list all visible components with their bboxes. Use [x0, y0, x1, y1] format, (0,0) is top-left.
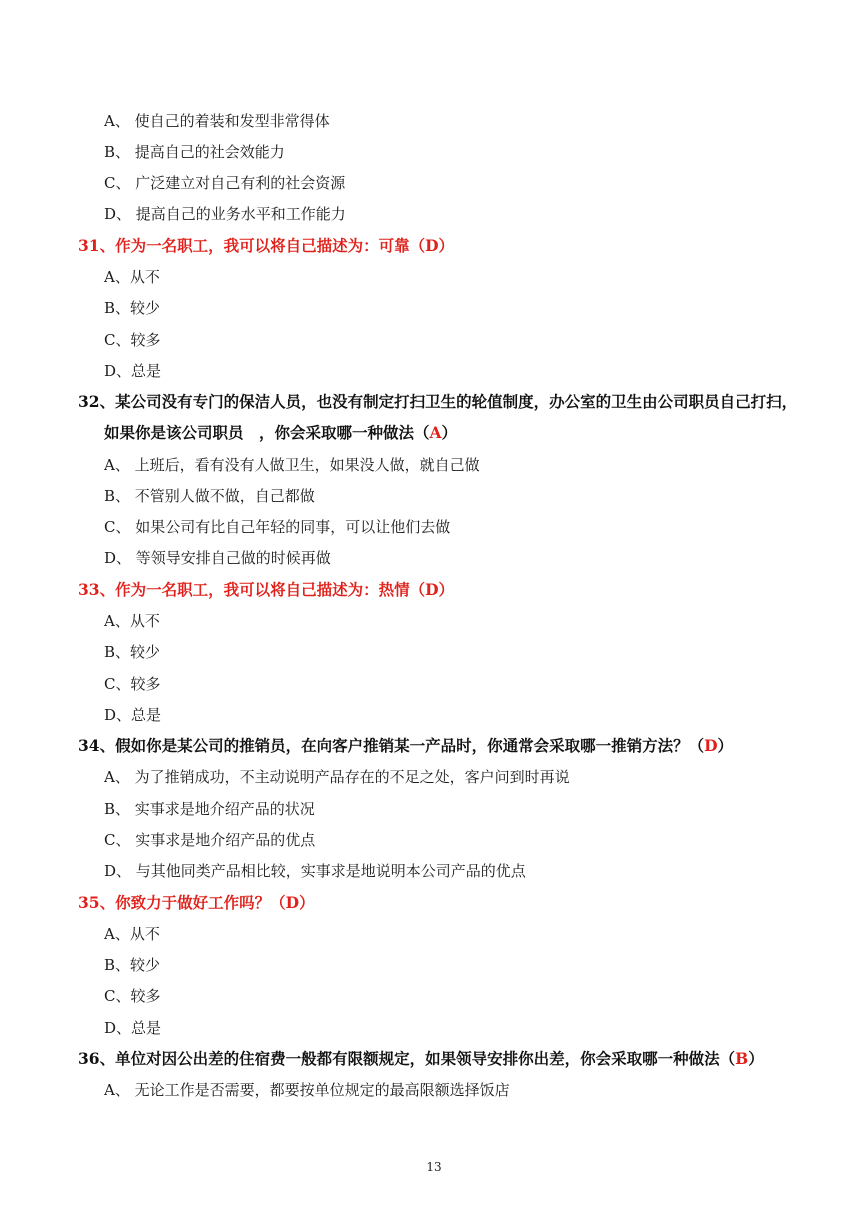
option-a: A、从不 [104, 268, 160, 286]
option-c: C、 广泛建立对自己有利的社会资源 [104, 174, 346, 192]
option-a: A、 上班后，看有没有人做卫生，如果没人做，就自己做 [104, 456, 480, 474]
question-34 [78, 731, 733, 761]
option-c: C、较多 [104, 987, 161, 1005]
question-32: 32、某公司没有专门的保洁人员，也没有制定打扫卫生的轮值制度，办公室的卫生由公司职员自己打扫， [78, 392, 798, 411]
answer-letter: A [429, 423, 442, 442]
option-d: D、总是 [104, 1019, 162, 1037]
question-close-paren: ） [717, 736, 734, 755]
option-a: A、 为了推销成功，不主动说明产品存在的不足之处，客户问到时再说 [104, 768, 570, 786]
option-b: B、 不管别人做不做，自己都做 [104, 487, 315, 505]
question-35: 35、你致力于做好工作吗？（D） [78, 893, 315, 912]
question-text: 36、单位对因公出差的住宿费一般都有限额规定，如果领导安排你出差，你会采取哪一种做法（ [78, 1049, 736, 1068]
question-32-continued [104, 418, 457, 448]
question-close-paren: ） [441, 423, 458, 442]
option-a: A、 使自己的着装和发型非常得体 [104, 112, 330, 130]
question-text: 34、假如你是某公司的推销员，在向客户推销某一产品时，你通常会采取哪一推销方法？（ [78, 736, 705, 755]
option-b: B、较少 [104, 956, 161, 974]
option-d: D、总是 [104, 362, 162, 380]
question-33: 33、作为一名职工，我可以将自己描述为：热情（D） [78, 580, 455, 599]
option-d: D、 提高自己的业务水平和工作能力 [104, 205, 346, 223]
option-b: B、较少 [104, 299, 161, 317]
answer-letter: B [735, 1049, 749, 1068]
option-a: A、 无论工作是否需要，都要按单位规定的最高限额选择饭店 [104, 1081, 510, 1099]
option-b: B、 提高自己的社会效能力 [104, 143, 285, 161]
question-31: 31、作为一名职工，我可以将自己描述为：可靠（D） [78, 236, 455, 255]
option-d: D、总是 [104, 706, 162, 724]
answer-letter: D [704, 736, 718, 755]
page-number: 13 [426, 1160, 442, 1174]
option-b: B、较少 [104, 643, 161, 661]
option-a: A、从不 [104, 612, 160, 630]
option-c: C、 如果公司有比自己年轻的同事，可以让他们去做 [104, 518, 451, 536]
option-c: C、 实事求是地介绍产品的优点 [104, 831, 316, 849]
option-d: D、 与其他同类产品相比较，实事求是地说明本公司产品的优点 [104, 862, 526, 880]
option-a: A、从不 [104, 925, 160, 943]
option-c: C、较多 [104, 675, 161, 693]
option-d: D、 等领导安排自己做的时候再做 [104, 549, 331, 567]
question-text: 如果你是该公司职员 ，你会采取哪一种做法（ [104, 423, 430, 442]
question-36 [78, 1044, 764, 1074]
option-c: C、较多 [104, 331, 161, 349]
question-close-paren: ） [748, 1049, 764, 1068]
option-b: B、 实事求是地介绍产品的状况 [104, 800, 315, 818]
